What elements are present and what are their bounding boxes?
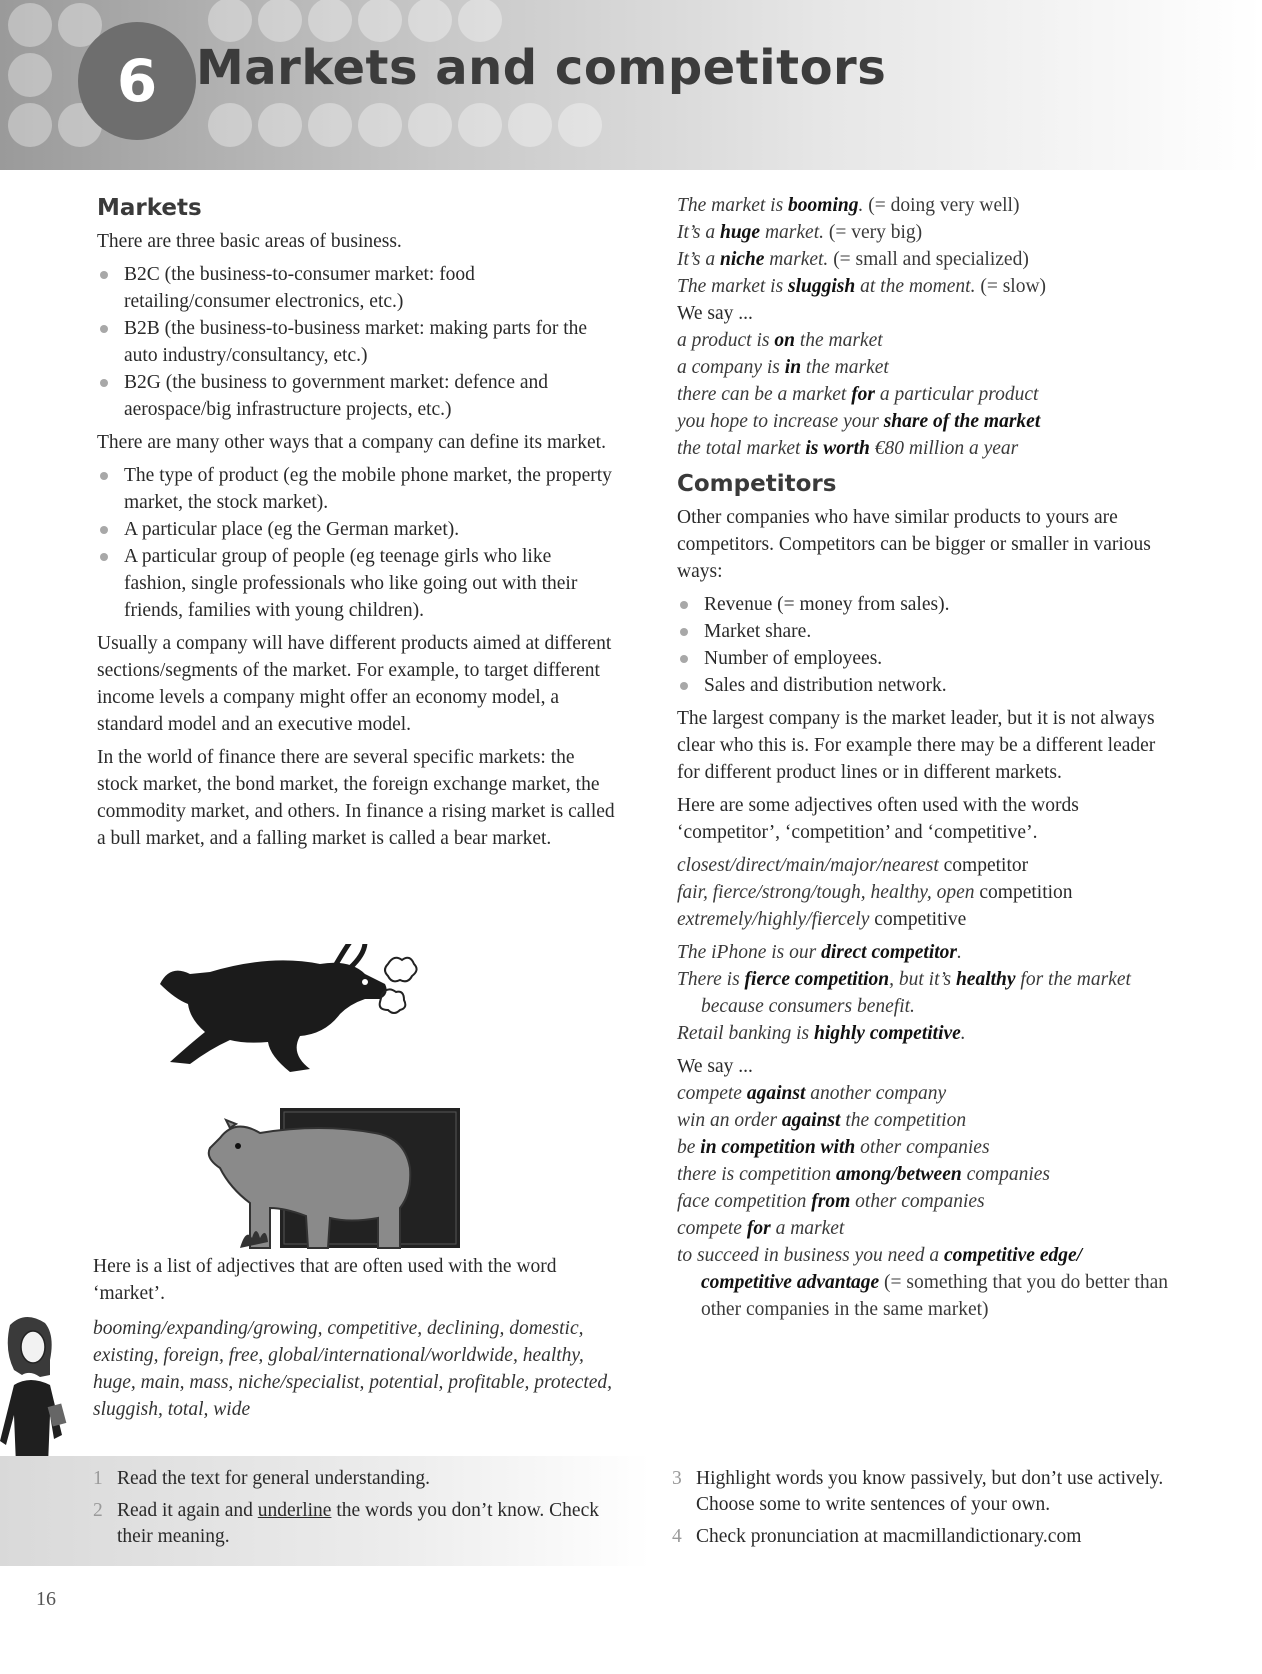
- example-sentence: The iPhone is our direct competitor.: [677, 942, 962, 963]
- adjectives-intro: Here is a list of adjectives that are often used with the word ‘market’.: [93, 1256, 557, 1304]
- list-item: B2B (the business-to-business market: making parts for the auto industry/consultancy, etc.): [97, 315, 617, 369]
- bullet-icon: [100, 526, 108, 534]
- business-areas-list: [97, 261, 617, 423]
- example-sentence: The market is sluggish at the moment. (= slow): [677, 276, 1047, 297]
- finance-paragraph: In the world of finance there are several specific markets: the stock market, the bond market, the foreign exchange market, the commodity market, and others. In finance a rising market is called a bull market, and a falling market is called a bear market.: [97, 747, 615, 849]
- list-item: B2G (the business to government market: defence and aerospace/big infrastructure projects, etc.): [97, 369, 617, 423]
- list-item: Sales and distribution network.: [677, 672, 1177, 699]
- bullet-icon: [680, 601, 688, 609]
- define-market-intro: There are many other ways that a company can define its market.: [97, 432, 606, 453]
- bull-illustration: [150, 944, 430, 1084]
- task-item: 4 Check pronunciation at macmillandictionary.com: [672, 1524, 1182, 1550]
- list-item: Market share.: [677, 618, 1177, 645]
- bullet-icon: [680, 682, 688, 690]
- competition-adjectives-intro: Here are some adjectives often used with the words ‘competitor’, ‘competition’ and ‘competitive’.: [677, 795, 1079, 843]
- example-sentence: It’s a huge market. (= very big): [677, 222, 923, 243]
- segments-paragraph: Usually a company will have different products aimed at different sections/segments of the market. For example, to target different income levels a company might offer an economy model, a standard model and an executive model.: [97, 633, 612, 735]
- task-item: 2 Read it again and underline the words you don’t know. Check their meaning.: [93, 1500, 599, 1547]
- competitors-intro: Other companies who have similar products to yours are competitors. Competitors can be bigger or smaller in various ways:: [677, 507, 1151, 582]
- list-item: The type of product (eg the mobile phone market, the property market, the stock market).: [97, 462, 617, 516]
- bullet-icon: [100, 553, 108, 561]
- bullet-icon: [100, 271, 108, 279]
- we-say-label: We say ...: [677, 1056, 753, 1077]
- page-title: Markets and competitors: [196, 40, 887, 96]
- collocation-line: fair, fierce/strong/tough, healthy, open competition: [677, 882, 1073, 903]
- list-item: Revenue (= money from sales).: [677, 591, 1177, 618]
- market-adjectives-block: [93, 1253, 613, 1423]
- bullet-icon: [100, 472, 108, 480]
- competitors-heading: Competitors: [677, 471, 837, 497]
- bullet-icon: [100, 379, 108, 387]
- list-item: A particular group of people (eg teenage girls who like fashion, single professionals who like going out with their friends, families with young children).: [97, 543, 617, 624]
- list-item: Number of employees.: [677, 645, 1177, 672]
- bullet-icon: [680, 628, 688, 636]
- markets-intro: There are three basic areas of business.: [97, 231, 402, 252]
- collocation-line: compete for a market: [677, 1218, 845, 1239]
- task-number: 3: [672, 1468, 682, 1489]
- collocation-line: compete against another company: [677, 1083, 947, 1104]
- bear-illustration: [200, 1108, 460, 1258]
- adjectives-list: booming/expanding/growing, competitive, declining, domestic, existing, foreign, free, global/international/worldwide, healthy, huge, main, mass, niche/specialist, potential, profitable, protected, sluggish, total, wide: [93, 1318, 613, 1420]
- collocation-line: there is competition among/between companies: [677, 1164, 1050, 1185]
- example-sentence: Retail banking is highly competitive.: [677, 1023, 966, 1044]
- collocation-line: a company is in the market: [677, 357, 889, 378]
- markets-heading: Markets: [97, 195, 202, 221]
- collocation-line: face competition from other companies: [677, 1191, 985, 1212]
- collocation-line: the total market is worth €80 million a year: [677, 438, 1019, 459]
- task-item: 3 Highlight words you know passively, but don’t use actively. Choose some to write sentences of your own.: [672, 1468, 1164, 1515]
- left-column: [97, 192, 617, 858]
- tasks-left: [93, 1466, 613, 1556]
- bullet-icon: [680, 655, 688, 663]
- we-say-label: We say ...: [677, 303, 753, 324]
- tasks-right: [672, 1466, 1182, 1556]
- task-number: 4: [672, 1526, 682, 1547]
- bullet-icon: [100, 325, 108, 333]
- list-item: B2C (the business-to-consumer market: food retailing/consumer electronics, etc.): [97, 261, 617, 315]
- example-sentence: There is fierce competition, but it’s healthy for the market because consumers benefit.: [677, 969, 1131, 1017]
- right-column: [677, 192, 1177, 1323]
- collocation-line: closest/direct/main/major/nearest competitor: [677, 855, 1029, 876]
- example-sentence: The market is booming. (= doing very well): [677, 195, 1020, 216]
- collocation-line: be in competition with other companies: [677, 1137, 990, 1158]
- collocation-line: to succeed in business you need a competitive edge/ competitive advantage (= something that you do better than other companies in the same market): [677, 1245, 1168, 1320]
- competitor-size-list: [677, 591, 1177, 699]
- task-number: 2: [93, 1500, 103, 1521]
- example-sentence: It’s a niche market. (= small and specialized): [677, 249, 1029, 270]
- collocation-line: a product is on the market: [677, 330, 883, 351]
- market-leader-paragraph: The largest company is the market leader, but it is not always clear who this is. For example there may be a different leader for different product lines or in different markets.: [677, 708, 1156, 783]
- collocation-line: extremely/highly/fiercely competitive: [677, 909, 967, 930]
- chapter-header: [0, 0, 1262, 170]
- page-number: 16: [36, 1588, 56, 1610]
- market-definition-list: [97, 462, 617, 624]
- chapter-number: 6: [116, 47, 158, 115]
- task-item: 1 Read the text for general understanding.: [93, 1466, 613, 1492]
- collocation-line: win an order against the competition: [677, 1110, 967, 1131]
- collocation-line: you hope to increase your share of the market: [677, 411, 1041, 432]
- list-item: A particular place (eg the German market).: [97, 516, 617, 543]
- collocation-line: there can be a market for a particular product: [677, 384, 1039, 405]
- task-number: 1: [93, 1468, 103, 1489]
